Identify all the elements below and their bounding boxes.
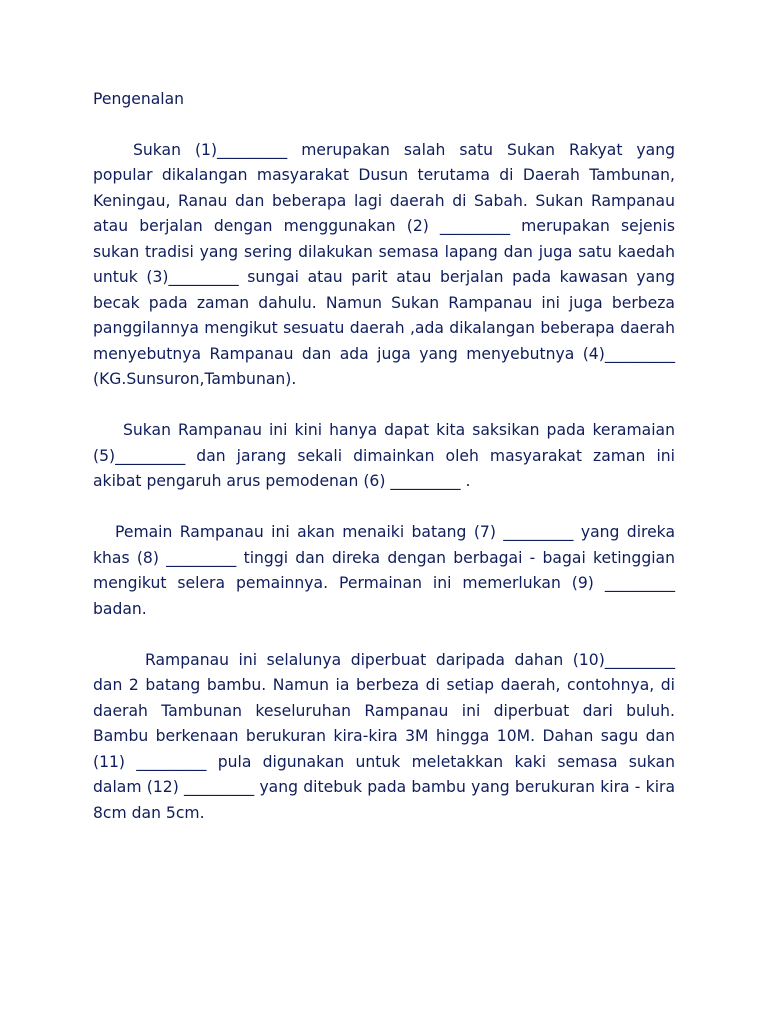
paragraph-materials: Rampanau ini selalunya diperbuat daripada dahan (10)_________ dan 2 batang bambu. Namun ia berbeza di setiap daerah, contohnya, di daerah Tambunan keseluruhan Rampanau ini diperbuat dari buluh. Bambu berkenaan berukuran kira-kira 3M hingga 10M. Dahan sagu dan (11) _________ pula digunakan untuk meletakkan kaki semasa sukan dalam (12) _________ yang ditebuk pada bambu yang berukuran kira - kira 8cm dan 5cm. — [93, 650, 675, 822]
paragraph-players: Pemain Rampanau ini akan menaiki batang (7) _________ yang direka khas (8) _________ tinggi dan direka dengan berbagai - bagai ketinggian mengikut selera pemainnya. Permainan ini memerlukan (9) _________ badan. — [93, 523, 675, 618]
paragraph-introduction: Sukan (1)_________ merupakan salah satu Sukan Rakyat yang popular dikalangan masyarakat Dusun terutama di Daerah Tambunan, Keningau, Ranau dan beberapa lagi daerah di Sabah. Sukan Rampanau atau berjalan dengan menggunakan (2) _________ merupakan sejenis sukan tradisi yang sering dilakukan semasa lapang dan juga satu kaedah untuk (3)_________ sungai atau parit atau berjalan pada kawasan yang becak pada zaman dahulu. Namun Sukan Rampanau ini juga berbeza panggilannya mengikut sesuatu daerah ,ada dikalangan beberapa daerah menyebutnya Rampanau dan ada juga yang menyebutnya (4)_________ (KG.Sunsuron,Tambunan). — [93, 140, 675, 388]
paragraph-occasions: Sukan Rampanau ini kini hanya dapat kita saksikan pada keramaian (5)_________ dan jarang sekali dimainkan oleh masyarakat zaman ini akibat pengaruh arus pemodenan (6) _________ . — [93, 421, 675, 490]
document-heading: Pengenalan — [93, 90, 185, 108]
document-page — [93, 87, 675, 852]
